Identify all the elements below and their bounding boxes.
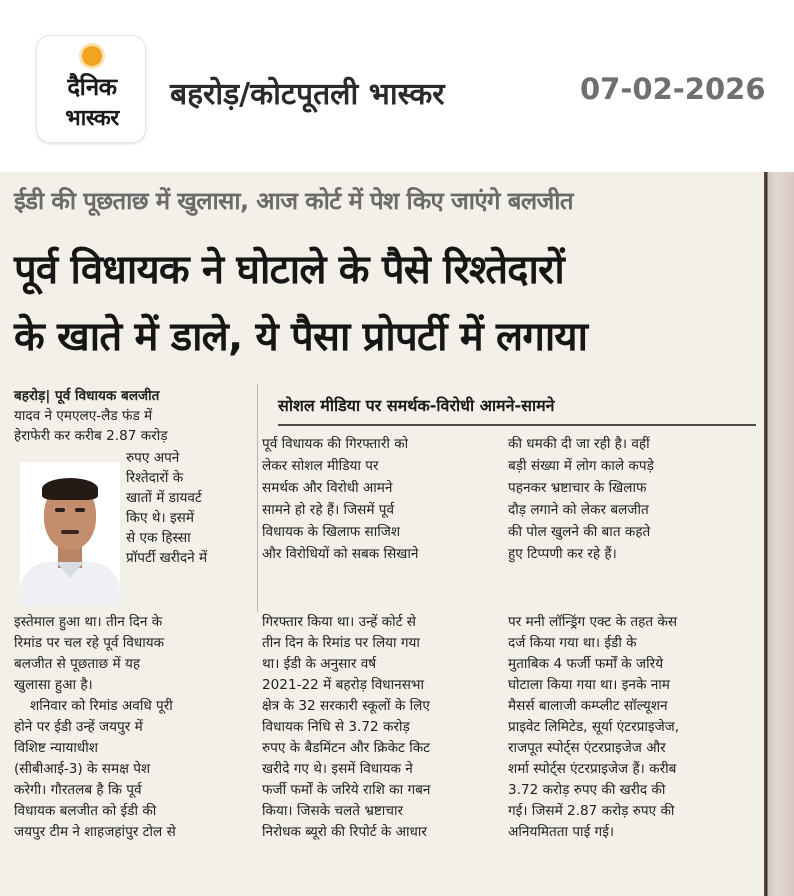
logo-line-2: भास्कर: [65, 106, 119, 131]
column-divider: [257, 384, 258, 612]
col2-line: विधायक निधि से 3.72 करोड़: [262, 719, 410, 735]
social-col2-line: पहनकर भ्रष्टाचार के खिलाफ: [508, 480, 647, 496]
col3-line: राजपूत स्पोर्ट्स एंटरप्राइजेज और: [508, 740, 666, 756]
col3-line: पर मनी लॉन्ड्रिंग एक्ट के तहत केस: [508, 614, 678, 630]
col3-line: अनियमितता पाई गई।: [508, 824, 615, 840]
col1-top-line: बहरोड़| पूर्व विधायक बलजीत: [14, 388, 160, 404]
col3-line: गई। जिसमें 2.87 करोड़ रुपए की: [508, 803, 675, 819]
col3-line: दर्ज किया गया था। ईडी के: [508, 635, 637, 651]
box-subhead: सोशल मीडिया पर समर्थक-विरोधी आमने-सामने: [278, 396, 555, 415]
subhead-rule: [278, 424, 756, 426]
col1-top-line: हेराफेरी कर करीब 2.87 करोड़: [14, 428, 168, 444]
social-col1-line: पूर्व विधायक की गिरफ्तारी को: [262, 436, 409, 452]
dainik-bhaskar-logo[interactable]: [36, 35, 146, 143]
col2-line: था। ईडी के अनुसार वर्ष: [262, 656, 377, 672]
col2-line: फर्जी फर्मों के जरिये राशि का गबन: [262, 782, 431, 798]
social-col1-line: लेकर सोशल मीडिया पर: [262, 458, 379, 474]
col1-line: होने पर ईडी उन्हें जयपुर में: [14, 719, 143, 735]
col1-top-line: रुपए अपने: [126, 450, 180, 466]
col3-line: मुताबिक 4 फर्जी फर्मों के जरिये: [508, 656, 664, 672]
edition-date: 07-02-2026: [580, 72, 766, 106]
col2-line: रुपए के बैडमिंटन और क्रिकेट किट: [262, 740, 431, 756]
sun-icon: [82, 46, 102, 66]
col1-line: रिमांड पर चल रहे पूर्व विधायक: [14, 635, 165, 651]
portrait-photo: [20, 462, 120, 606]
logo-line-1: दैनिक: [67, 73, 117, 101]
col2-line: क्षेत्र के 32 सरकारी स्कूलों के लिए: [262, 698, 430, 714]
col2-line: किया। जिसके चलते भ्रष्टाचार: [262, 803, 404, 819]
social-col2-line: की पोल खुलने की बात कहते: [508, 524, 651, 540]
social-col2-line: बड़ी संख्या में लोग काले कपड़े: [508, 458, 654, 474]
col1-line: शनिवार को रिमांड अवधि पूरी: [30, 698, 173, 714]
headline-line-1: पूर्व विधायक ने घोटाले के पैसे रिश्तेदारों: [14, 247, 564, 293]
col3-line: 3.72 करोड़ रुपए की खरीद की: [508, 782, 666, 798]
social-col1-line: सामने हो रहे हैं। जिसमें पूर्व: [262, 502, 395, 518]
headline-line-2: के खाते में डाले, ये पैसा प्रोपर्टी में लगाया: [14, 314, 588, 360]
col2-line: तीन दिन के रिमांड पर लिया गया: [262, 635, 420, 651]
col1-top-line: प्रॉपर्टी खरीदने में: [126, 550, 208, 566]
col1-top-line: खातों में डायवर्ट: [126, 490, 202, 506]
edition-title: बहरोड़/कोटपूतली भास्कर: [170, 77, 445, 112]
page-edge-decoration: [764, 172, 794, 896]
article-kicker: ईडी की पूछताछ में खुलासा, आज कोर्ट में पेश किए जाएंगे बलजीत: [14, 187, 573, 215]
col1-top-line: रिश्तेदारों के: [126, 470, 184, 486]
social-col2-line: की धमकी दी जा रही है। वहीं: [508, 436, 650, 452]
col3-line: शर्मा स्पोर्ट्स एंटरप्राइजेज हैं। करीब: [508, 761, 677, 777]
social-col1-line: समर्थक और विरोधी आमने: [262, 480, 393, 496]
col1-top-line: यादव ने एमएलए-लैड फंड में: [14, 408, 153, 424]
col2-line: 2021-22 में बहरोड़ विधानसभा: [262, 677, 424, 693]
col2-line: गिरफ्तार किया था। उन्हें कोर्ट से: [262, 614, 416, 630]
social-col1-line: विधायक के खिलाफ साजिश: [262, 524, 401, 540]
col1-line: जयपुर टीम ने शाहजहांपुर टोल से: [14, 824, 176, 840]
social-col2-line: हुए टिप्पणी कर रहे हैं।: [508, 546, 617, 562]
col3-line: घोटाला किया गया था। इनके नाम: [508, 677, 670, 693]
app-header: [0, 0, 794, 170]
col2-line: खरीदे गए थे। इसमें विधायक ने: [262, 761, 413, 777]
col1-line: बलजीत से पूछताछ में यह: [14, 656, 141, 672]
col3-line: मैसर्स बालाजी कम्प्लीट सॉल्यूशन: [508, 698, 668, 714]
col1-line: करेगी। गौरतलब है कि पूर्व: [14, 782, 142, 798]
col1-line: खुलासा हुआ है।: [14, 677, 93, 693]
social-col2-line: दौड़ लगाने को लेकर बलजीत: [508, 502, 649, 518]
col1-line: (सीबीआई-3) के समक्ष पेश: [14, 761, 151, 777]
col2-line: निरोधक ब्यूरो की रिपोर्ट के आधार: [262, 824, 427, 840]
col1-line: विधायक बलजीत को ईडी की: [14, 803, 157, 819]
col3-line: प्राइवेट लिमिटेड, सूर्या एंटरप्राइजेज,: [508, 719, 680, 735]
col1-top-line: किए थे। इसमें: [126, 510, 194, 526]
col1-line: विशिष्ट न्यायाधीश: [14, 740, 99, 756]
col1-top-line: से एक हिस्सा: [126, 530, 191, 546]
social-col1-line: और विरोधियों को सबक सिखाने: [262, 546, 419, 562]
col1-line: इस्तेमाल हुआ था। तीन दिन के: [14, 614, 163, 630]
newspaper-clipping: [0, 172, 794, 896]
